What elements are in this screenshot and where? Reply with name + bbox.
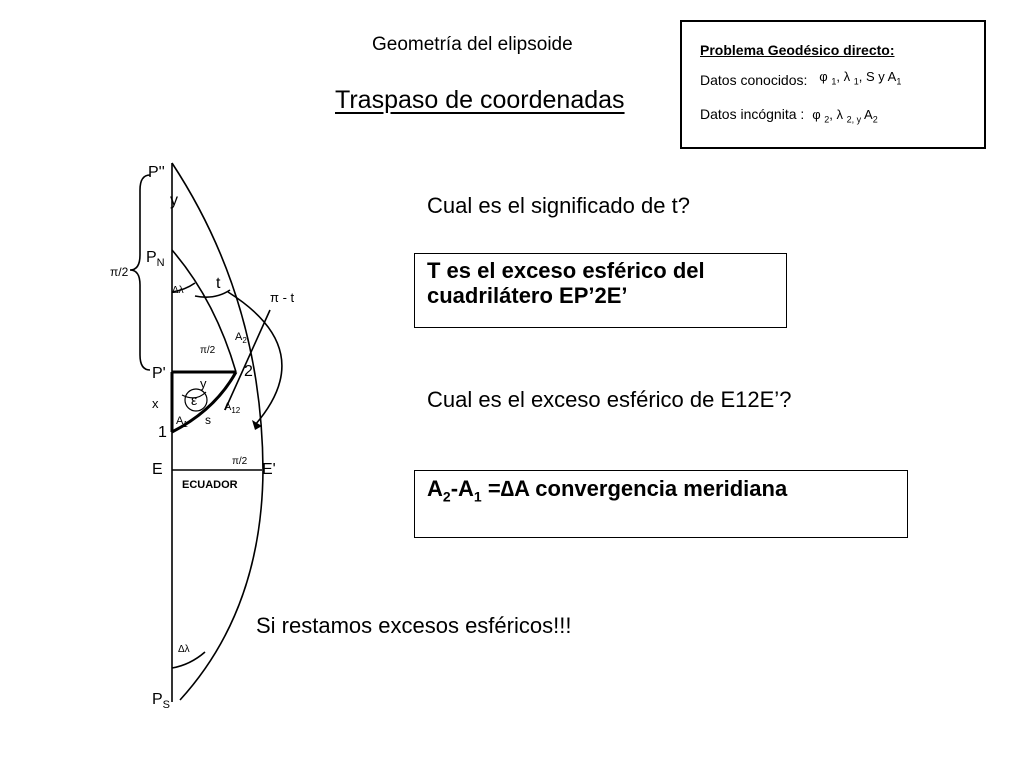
label-p-s: $P_S$ <box>152 691 171 711</box>
subtitle: Geometría del elipsoide <box>372 34 573 55</box>
label-e-prime: E' <box>262 461 276 478</box>
label-pi-minus-t: π - t <box>270 290 295 305</box>
label-a1: $A_1$ <box>176 415 188 429</box>
label-pi-half-lower: π/2 <box>232 456 248 467</box>
label-delta-bottom: Δλ <box>178 644 190 655</box>
known-values: φ $_1$, λ $_1$, S y $A_1$ <box>819 69 902 87</box>
problem-heading: Problema Geodésico directo: <box>700 42 895 58</box>
label-t: t <box>216 275 221 292</box>
answer-t-line2: cuadrilátero EP’2E’ <box>427 283 628 308</box>
label-a12: $A_{12}$ <box>224 401 241 415</box>
label-point-2: 2 <box>244 363 253 380</box>
known-label: Datos conocidos: <box>700 72 808 88</box>
label-s: s <box>205 413 211 427</box>
label-x: x <box>152 396 159 411</box>
label-ecuador: ECUADOR <box>182 479 238 491</box>
t-angle-arc <box>195 290 230 297</box>
label-p-prime: P' <box>152 365 166 382</box>
label-p-double-prime: P'' <box>148 164 165 181</box>
label-pi-half-inner: π/2 <box>200 345 216 356</box>
question-spherical-excess: Cual es el exceso esférico de E12E’? <box>427 387 792 412</box>
label-point-1: 1 <box>158 424 167 441</box>
page-title: Traspaso de coordenadas <box>335 86 625 114</box>
answer-t-line1: T es el exceso esférico del <box>427 258 705 283</box>
label-e: E <box>152 461 163 478</box>
label-epsilon: ε <box>191 392 198 408</box>
question-t-meaning: Cual es el significado de t? <box>427 193 690 218</box>
left-brace <box>130 175 150 370</box>
unknown-label: Datos incógnita : <box>700 106 805 122</box>
unknown-values: φ $_2$, λ $_{2, y}$ $A_2$ <box>812 107 878 125</box>
closing-remark: Si restamos excesos esféricos!!! <box>256 613 572 638</box>
answer-convergence: $A_2-A_1 =\Delta A$ convergencia meridiana <box>427 476 788 505</box>
label-half-pi-brace: π/2 <box>110 265 129 279</box>
label-a2: $A_2$ <box>235 331 247 345</box>
label-delta-top: Δλ <box>172 285 184 296</box>
label-y-top: y <box>170 192 178 209</box>
label-p-n: $P_N$ <box>146 249 165 269</box>
label-y-mid: y <box>200 376 207 391</box>
outer-meridian-arc <box>172 163 263 700</box>
